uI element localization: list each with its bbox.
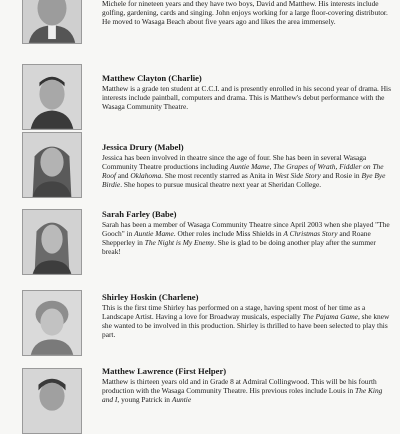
bio-text: . She most recently starred as Anita in [161, 171, 276, 181]
cast-name: Sarah Farley (Babe) [102, 209, 177, 219]
bio-text: This is the first time Shirley has performed on a stage, having spent most of her time as a Landscape Artist. Having a love for Broadway musicals, especially [102, 303, 366, 322]
title-italic: Auntie Mame [134, 229, 174, 239]
title-italic: A Christmas Story [283, 229, 338, 239]
title-italic: The Grapes of Wrath [273, 162, 336, 172]
title-italic: Oklahoma [130, 171, 162, 181]
headshot-photo [22, 0, 82, 44]
title-italic: The Pajama Game [302, 312, 358, 322]
headshot-photo [22, 64, 82, 130]
title-italic: Auntie Mame [229, 162, 270, 172]
bio-text: and Roane Shepperley in [102, 229, 371, 248]
headshot-image [23, 133, 81, 197]
bio-text: . She hopes to pursue musical theatre next year at Sheridan College. [120, 180, 322, 190]
cast-name: Jessica Drury (Mabel) [102, 142, 184, 152]
headshot-image [23, 210, 81, 274]
title-italic: Fiddler on The Roof [102, 162, 384, 181]
headshot-image [23, 369, 81, 433]
cast-bio [102, 303, 392, 339]
title-italic: Auntie [171, 395, 192, 405]
bio-text: Jessica has been involved in theatre since the age of four. She has been in several Wasaga Community Theatre productions including [102, 153, 367, 172]
headshot-photo [22, 209, 82, 275]
title-italic: Bye Bye Birdie [102, 171, 386, 190]
bio-text: . Other roles include Miss Shields in [173, 229, 284, 239]
bio-text: , [269, 162, 274, 172]
bio-text: , [335, 162, 340, 172]
cast-bio [102, 220, 392, 256]
bio-text: Matthew is thirteen years old and in Grade 8 at Admiral Collingwood. This will be his fourth production with the Wasaga Community Theatre. His previous roles include Louis in [102, 377, 377, 396]
bio-text: Michele for nineteen years and they have two boys, David and Matthew. His interests include golfing, gardening, cards and singing. John enjoys working for a large floor-covering distributor. He moved to Wasaga Beach about five years ago and likes the area immensely. [102, 0, 388, 27]
title-italic: West Side Story [275, 171, 321, 181]
headshot-photo [22, 290, 82, 356]
cast-name: Matthew Clayton (Charlie) [102, 73, 202, 83]
headshot-image [23, 0, 81, 43]
bio-text: , young Patrick in [117, 395, 172, 405]
bio-text: and Rosie in [320, 171, 362, 181]
bio-text: . She is glad to be doing another play after the summer break! [102, 238, 376, 257]
headshot-image [23, 65, 81, 129]
cast-bio [102, 153, 392, 189]
cast-name: Matthew Lawrence (First Helper) [102, 366, 227, 376]
cast-name: Shirley Hoskin (Charlene) [102, 292, 199, 302]
bio-text: Matthew is a grade ten student at C.C.I. and is presently enrolled in his second year of drama. His interests include paintball, computers and drama. This is Matthew's debut performance with the Wasaga Community Theatre. [102, 84, 391, 112]
headshot-photo [22, 132, 82, 198]
headshot-photo [22, 368, 82, 434]
title-italic: The Night is My Enemy [144, 238, 215, 248]
cast-bio [102, 377, 392, 404]
bio-text: and [115, 171, 131, 181]
cast-bio [102, 0, 392, 26]
bio-text: , she knew she wanted to be involved in this production. Shirley is thrilled to have been selected to play this part. [102, 312, 390, 340]
bio-text: Sarah has been a member of Wasaga Community Theatre since April 2003 when she played "The Gooch" in [102, 220, 390, 239]
title-italic: The King and I [102, 386, 383, 405]
headshot-image [23, 291, 81, 355]
cast-bio [102, 84, 392, 111]
